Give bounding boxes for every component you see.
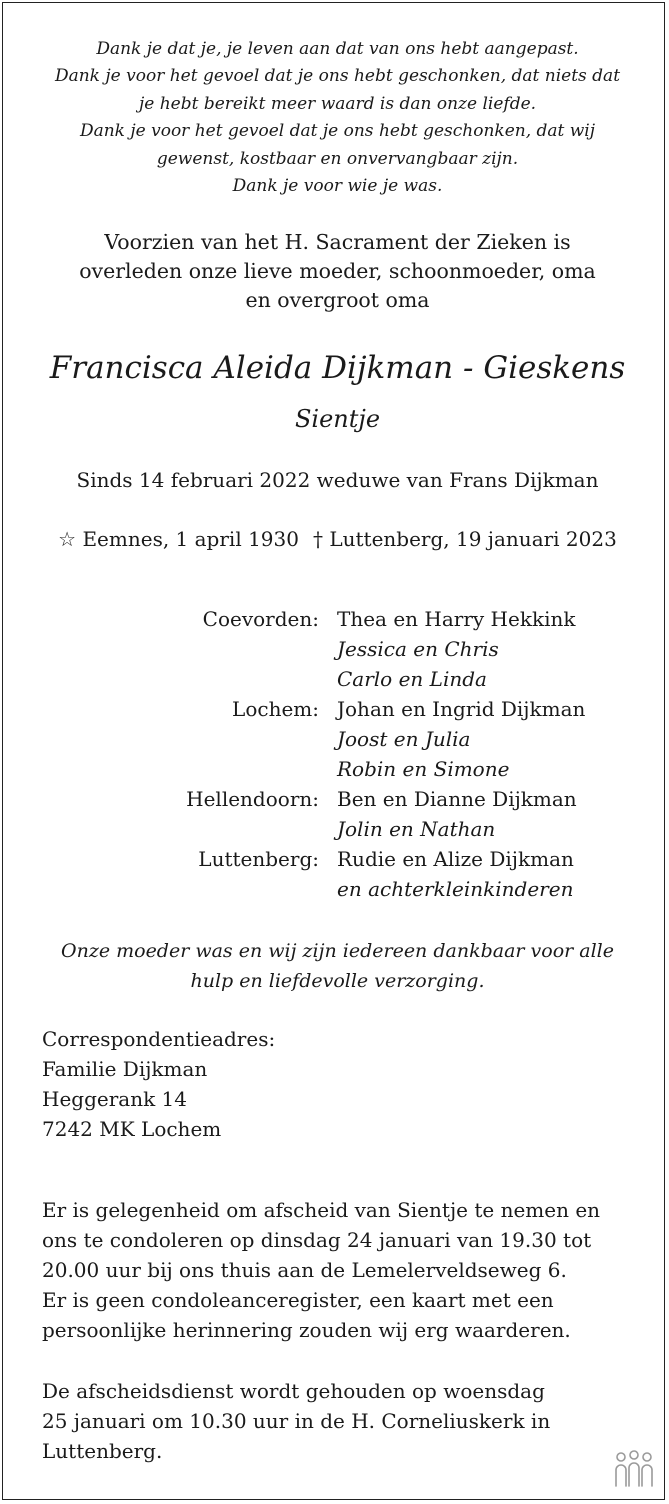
family-place	[103, 754, 337, 784]
paragraph-line: Er is gelegenheid om afscheid van Sientje te nemen en	[42, 1198, 601, 1222]
family-member: Jolin en Nathan	[337, 817, 496, 841]
family-row	[103, 694, 643, 724]
address-line: Heggerank 14	[42, 1087, 188, 1111]
family-place: Lochem:	[232, 697, 319, 721]
birth-star-icon: ☆	[58, 527, 77, 551]
poem-line: Dank je voor het gevoel dat je ons hebt geschonken, dat wij	[79, 121, 596, 142]
thanks-line: Onze moeder was en wij zijn iedereen dankbaar voor alle	[61, 940, 614, 962]
family-member: en achterkleinkinderen	[337, 877, 574, 901]
family-member: Robin en Simone	[337, 757, 510, 781]
intro-line: overleden onze lieve moeder, schoonmoeder, oma	[79, 259, 596, 283]
family-row	[103, 814, 643, 844]
family-place: Luttenberg:	[198, 847, 319, 871]
family-place	[103, 724, 337, 754]
death-info: Luttenberg, 19 januari 2023	[329, 527, 617, 551]
paragraph-line: Er is geen condoleanceregister, een kaart met een	[42, 1288, 554, 1312]
family-place	[103, 874, 337, 904]
address-label: Correspondentieadres:	[42, 1027, 276, 1051]
family-member: Carlo en Linda	[337, 667, 487, 691]
family-place	[103, 634, 337, 664]
correspondence-address	[42, 1024, 602, 1144]
family-list	[103, 604, 643, 904]
poem	[43, 36, 632, 200]
announcement-frame	[2, 2, 665, 1500]
family-row	[103, 634, 643, 664]
family-row	[103, 754, 643, 784]
poem-line: Dank je voor het gevoel dat je ons hebt geschonken, dat niets dat	[54, 66, 621, 87]
family-row	[103, 874, 643, 904]
deceased-nickname: Sientje	[294, 405, 381, 433]
family-place: Hellendoorn:	[186, 787, 319, 811]
family-member: Joost en Julia	[337, 727, 471, 751]
family-member: Johan en Ingrid Dijkman	[337, 697, 586, 721]
paragraph-line: ons te condoleren op dinsdag 24 januari van 19.30 tot	[42, 1228, 592, 1252]
family-member: Thea en Harry Hekkink	[337, 607, 576, 631]
deceased-name: Francisca Aleida Dijkman - Gieskens	[49, 350, 626, 386]
poem-line: je hebt bereikt meer waard is dan onze liefde.	[138, 93, 537, 114]
thanks-message	[43, 936, 632, 996]
family-place	[103, 814, 337, 844]
family-member: Rudie en Alize Dijkman	[337, 847, 574, 871]
paragraph-line: De afscheidsdienst wordt gehouden op woensdag	[42, 1379, 545, 1403]
family-place	[103, 664, 337, 694]
service-info	[42, 1376, 642, 1466]
family-row	[103, 724, 643, 754]
family-row	[103, 664, 643, 694]
family-row	[103, 604, 643, 634]
poem-line: Dank je voor wie je was.	[232, 176, 443, 197]
life-dates	[23, 524, 652, 554]
thanks-line: hulp en liefdevolle verzorging.	[190, 970, 485, 992]
widow-line: Sinds 14 februari 2022 weduwe van Frans Dijkman	[76, 468, 599, 492]
paragraph-line: 20.00 uur bij ons thuis aan de Lemelerveldseweg 6.	[42, 1258, 567, 1282]
family-row	[103, 784, 643, 814]
death-announcement-intro	[43, 228, 632, 315]
address-line: Familie Dijkman	[42, 1057, 208, 1081]
intro-line: en overgroot oma	[245, 288, 430, 312]
family-member: Jessica en Chris	[337, 637, 499, 661]
poem-line: gewenst, kostbaar en onvervangbaar zijn.	[156, 148, 519, 169]
family-place: Coevorden:	[202, 607, 319, 631]
people-group-icon	[612, 1448, 656, 1492]
death-cross-icon: †	[312, 527, 323, 551]
paragraph-line: 25 januari om 10.30 uur in de H. Corneliuskerk in	[42, 1409, 551, 1433]
paragraph-line: Luttenberg.	[42, 1439, 163, 1463]
intro-line: Voorzien van het H. Sacrament der Zieken is	[104, 230, 571, 254]
address-line: 7242 MK Lochem	[42, 1117, 222, 1141]
family-row	[103, 844, 643, 874]
paragraph-line: persoonlijke herinnering zouden wij erg waarderen.	[42, 1318, 571, 1342]
condolence-info	[42, 1195, 642, 1345]
birth-info: Eemnes, 1 april 1930	[82, 527, 299, 551]
family-member: Ben en Dianne Dijkman	[337, 787, 577, 811]
poem-line: Dank je dat je, je leven aan dat van ons hebt aangepast.	[96, 39, 579, 59]
